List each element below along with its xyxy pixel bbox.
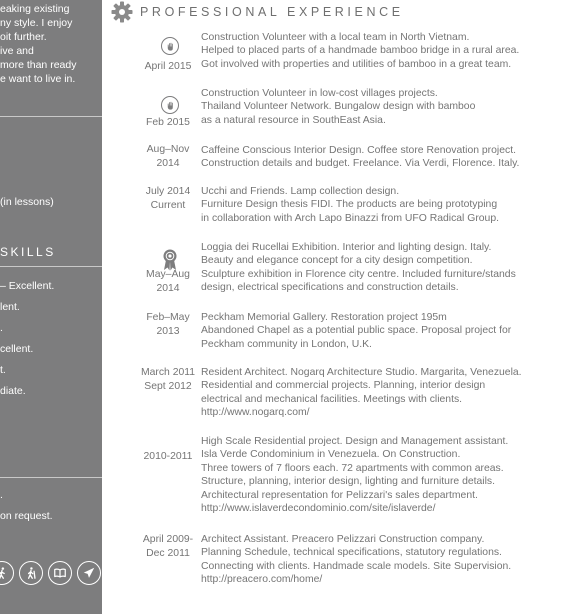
entry-line: Sculpture exhibition in Florence city centre. Included furniture/stands: [201, 268, 516, 280]
entry-line: Construction Volunteer with a local team in North Vietnam.: [201, 32, 470, 43]
entry-url[interactable]: http://www.islaverdecondominio.com/site/islaverde/: [201, 503, 436, 515]
entry-description: [201, 311, 561, 351]
entry-line: Caffeine Conscious Interior Design. Coffee store Renovation project.: [201, 145, 516, 156]
entry-line: Planning Schedule, technical specifications, statutory regulations.: [201, 547, 502, 559]
entry-line: Abandoned Chapel as a potential public space. Proposal project for: [201, 325, 512, 337]
entry-line: Connecting with clients. Handmade scale models. Site Supervision.: [201, 560, 512, 572]
skill-line: lent.: [0, 301, 20, 313]
entry-date-line: July 2014: [145, 186, 191, 197]
entry-line: Furniture Design thesis FIDI. The products are being prototyping: [201, 199, 498, 211]
entry-description: [201, 241, 561, 295]
walking-icon: [0, 561, 14, 585]
entry-line: High Scale Residential project. Design and Management assistant.: [201, 436, 509, 447]
entry-description: [201, 533, 561, 587]
section-header: [111, 0, 404, 24]
entry-line: design, electrical specifications and construction details.: [201, 282, 459, 294]
entry-line: Resident Architect. Nogarq Architecture Studio. Margarita, Venezuela.: [201, 367, 522, 378]
travel-plane-icon: [77, 561, 101, 585]
sidebar-divider: [0, 477, 102, 478]
entry-line: in collaboration with Arch Lapo Binazzi from UFO Radical Group.: [201, 212, 499, 224]
entry-description: [201, 87, 561, 127]
section-title: PROFESSIONAL EXPERIENCE: [140, 5, 404, 19]
entry-line: Beauty and elegance concept for a city design competition.: [201, 255, 473, 267]
entry-line: Peckham Memorial Gallery. Restoration project 195m: [201, 312, 447, 323]
entry-line: Peckham community in London, U.K.: [201, 338, 372, 350]
entry-line: Loggia dei Rucellai Exhibition. Interior and lighting design. Italy.: [201, 242, 492, 253]
entry-description: [201, 185, 561, 225]
entry-line: Structure, planning, interior design, lighting and furniture details.: [201, 476, 495, 488]
entry-date-line: May–Aug: [146, 269, 190, 280]
entry-date-line: Dec 2011: [146, 548, 190, 559]
about-text-line: ny style. I enjoy: [0, 17, 73, 29]
entry-line: Isla Verde Condominium in Venezuela. On Construction.: [201, 449, 461, 461]
about-text-line: eaking existing: [0, 3, 70, 15]
entry-url[interactable]: http://www.nogarq.com/: [201, 407, 310, 419]
sidebar-divider: [0, 116, 102, 117]
entry-line: as a natural resource in SouthEast Asia.: [201, 114, 386, 126]
about-text-line: more than ready: [0, 59, 77, 71]
skill-line: t.: [0, 364, 6, 376]
entry-date-line: 2014: [156, 158, 180, 169]
entry-date-line: Current: [150, 200, 186, 211]
entry-description: [201, 31, 561, 71]
entry-line: Thailand Volunteer Network. Bungalow design with bamboo: [201, 101, 476, 113]
entry-date-line: March 2011: [140, 367, 196, 378]
entry-date-line: Feb–May: [146, 312, 190, 323]
languages-note: (in lessons): [0, 196, 54, 208]
entry-date: [134, 366, 202, 394]
entry-line: Architectural representation for Pelizzari's sales department.: [201, 489, 478, 501]
sidebar-divider: [0, 266, 102, 267]
entry-date-line: April 2009-: [142, 534, 194, 545]
entry-date: [134, 185, 202, 213]
skill-line: – Excellent.: [0, 280, 55, 292]
hiking-icon: [19, 561, 43, 585]
gear-icon: [111, 1, 133, 23]
entry-url[interactable]: http://preacero.com/home/: [201, 574, 323, 586]
entry-line: electrical and mechanical facilities. Meetings with clients.: [201, 393, 463, 405]
skills-heading: SKILLS: [0, 245, 56, 259]
entry-line: Got involved with properties and utilities of bamboo in a great team.: [201, 58, 512, 70]
entry-date-line: Sept 2012: [144, 381, 192, 392]
skill-line: diate.: [0, 385, 26, 397]
volunteer-hand-icon: [161, 37, 179, 55]
entry-date: [134, 143, 202, 171]
about-text-line: oit further.: [0, 31, 47, 43]
entry-date-line: 2013: [156, 326, 180, 337]
entry-line: Helped to placed parts of a handmade bamboo bridge in a rural area.: [201, 45, 520, 57]
references-line: .: [0, 489, 3, 501]
entry-description: [201, 144, 561, 171]
entry-date-line: Aug–Nov: [146, 144, 190, 155]
entry-date-line: 2014: [156, 283, 180, 294]
entry-line: Residential and commercial projects. Planning, interior design: [201, 380, 486, 392]
skill-line: cellent.: [0, 343, 34, 355]
skill-line: .: [0, 322, 3, 334]
entry-date: [134, 268, 202, 296]
entry-date: 2010-2011: [143, 451, 193, 462]
entry-line: Construction details and budget. Freelance. Via Verdi, Florence. Italy.: [201, 158, 520, 170]
entry-date: [134, 311, 202, 339]
about-text-line: ive and: [0, 45, 34, 57]
entry-date: Feb 2015: [146, 117, 190, 128]
about-text-line: e want to live in.: [0, 73, 76, 85]
entry-date: [134, 533, 202, 561]
entry-line: Architect Assistant. Preacero Pelizzari Construction company.: [201, 534, 485, 545]
entry-line: Construction Volunteer in low-cost villages projects.: [201, 88, 438, 99]
reading-icon: [48, 561, 72, 585]
entry-line: Ucchi and Friends. Lamp collection design.: [201, 186, 400, 197]
hobby-icons: [0, 561, 101, 585]
entry-description: [201, 435, 561, 515]
volunteer-hand-icon: [161, 96, 179, 114]
references-line: on request.: [0, 510, 53, 522]
entry-description: [201, 366, 561, 420]
sidebar: [0, 0, 102, 614]
entry-date: April 2015: [144, 61, 192, 72]
entry-line: Three towers of 7 floors each. 72 apartments with common areas.: [201, 462, 504, 474]
